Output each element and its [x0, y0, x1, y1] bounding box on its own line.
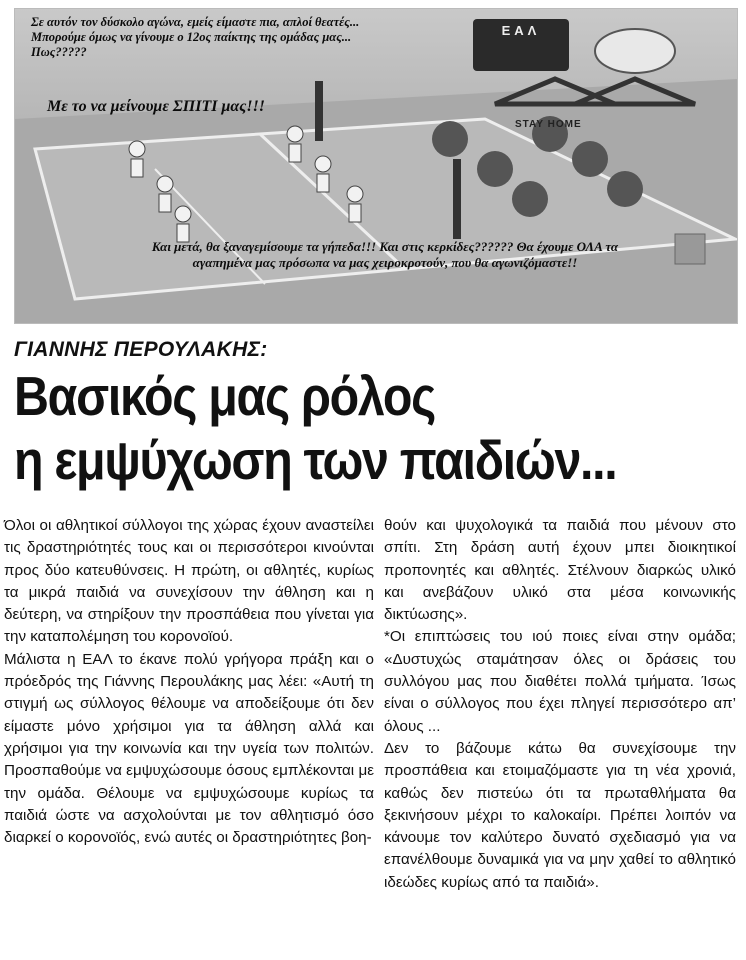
- paragraph: θούν και ψυχολογικά τα παιδιά που μένουν στο σπίτι. Στη δράση αυτή έχουν μπει διοικητικοί προπονητές και αθλητές. Στέλνουν διαρκώς υλικό και ανεβάζουν υλικό στα μέσα κοινωνικής δικτύωσης».: [384, 517, 736, 624]
- article-kicker: ΓΙΑΝΝΗΣ ΠΕΡΟΥΛΑΚΗΣ:: [14, 338, 268, 361]
- article-column-1: [4, 515, 374, 849]
- article-photo: [14, 8, 738, 324]
- photo-caption-bottom: Και μετά, θα ξαναγεμίσουμε τα γήπεδα!!! Και στις κερκίδες?????? Θα έχουμε ΟΛΑ τα αγαπημένα μας πρόσωπα να μας χειροκροτούν, που θα αγωνιζόμαστε!!: [151, 239, 619, 270]
- photo-caption-middle: Με το να μείνουμε ΣΠΙΤΙ μας!!!: [46, 98, 266, 115]
- club-logo-text: ΕΑΛ: [501, 23, 541, 38]
- article-column-2: [384, 515, 736, 894]
- headline-line-2: η εμψύχωση των παιδιών...: [14, 429, 617, 491]
- paragraph: Όλοι οι αθλητικοί σύλλογοι της χώρας έχουν αναστείλει τις δραστηριότητές τους και οι περισσότεροι κινούνται προς δύο κατευθύνσεις. Η πρώτη, οι αθλητές, κυρίως τα μικρά παιδιά να συνεχίσουν την άθληση και η δεύτερη, να στηρίξουν την προσπάθεια που γίνεται για την καταπολέμηση του κορονοϊού.: [4, 517, 374, 646]
- headline-line-1: Βασικός μας ρόλος: [14, 365, 435, 427]
- club-logo: [473, 19, 569, 71]
- article-headline: [14, 364, 709, 492]
- paragraph: *Οι επιπτώσεις του ιού ποιες είναι στην ομάδα; «Δυστυχώς σταμάτησαν όλες οι δράσεις του συλλόγου μας που διαθέτει πολλά τμήματα. Ίσως είναι ο σύλλογος που έχει πληγεί περισσότερο απ’ όλους ...: [384, 628, 736, 735]
- paragraph: Δεν το βάζουμε κάτω θα συνεχίσουμε την προσπάθεια και ετοιμαζόμαστε για τη νέα χρονιά, καθώς δεν πιστεύω ότι τα πρωταθλήματα θα ξεκινήσουν μέχρι το καλοκαίρι. Πρέπει λοιπόν να κάνουμε τον καλύτερο δυνατό σχεδιασμό για να επανέλθουμε δυναμικά για να μην χαθεί το αθλητικό ιδεώδες κυρίως από τα παιδιά».: [384, 739, 736, 891]
- stay-home-label: STAY HOME: [515, 119, 582, 130]
- paragraph: Μάλιστα η ΕΑΛ το έκανε πολύ γρήγορα πράξη και ο πρόεδρός της Γιάννης Περουλάκης μας λέει: «Αυτή τη στιγμή ως σύλλογος θέλουμε να αποδείξουμε ότι δεν είμαστε μόνο χρήσιμοι για τα άθληση αλλά και χρήσιμοι για την κοινωνία και την υγεία των πολιτών. Προσπαθούμε να εμψυχώσουμε όσους εμπλέκονται με την ομάδα. Θέλουμε να εμψυχώσουμε κυρίως τα παιδιά ώστε να ασχολούνται με τον αθλητισμό όσο διαρκεί ο κορονοϊός, ενώ αυτές οι δραστηριότητες βοη-: [4, 650, 374, 847]
- photo-caption-top: Σε αυτόν τον δύσκολο αγώνα, εμείς είμαστε πια, απλοί θεατές... Μπορούμε όμως να γίνουμε ο 12ος παίκτης της ομάδας μας... Πως?????: [31, 15, 360, 59]
